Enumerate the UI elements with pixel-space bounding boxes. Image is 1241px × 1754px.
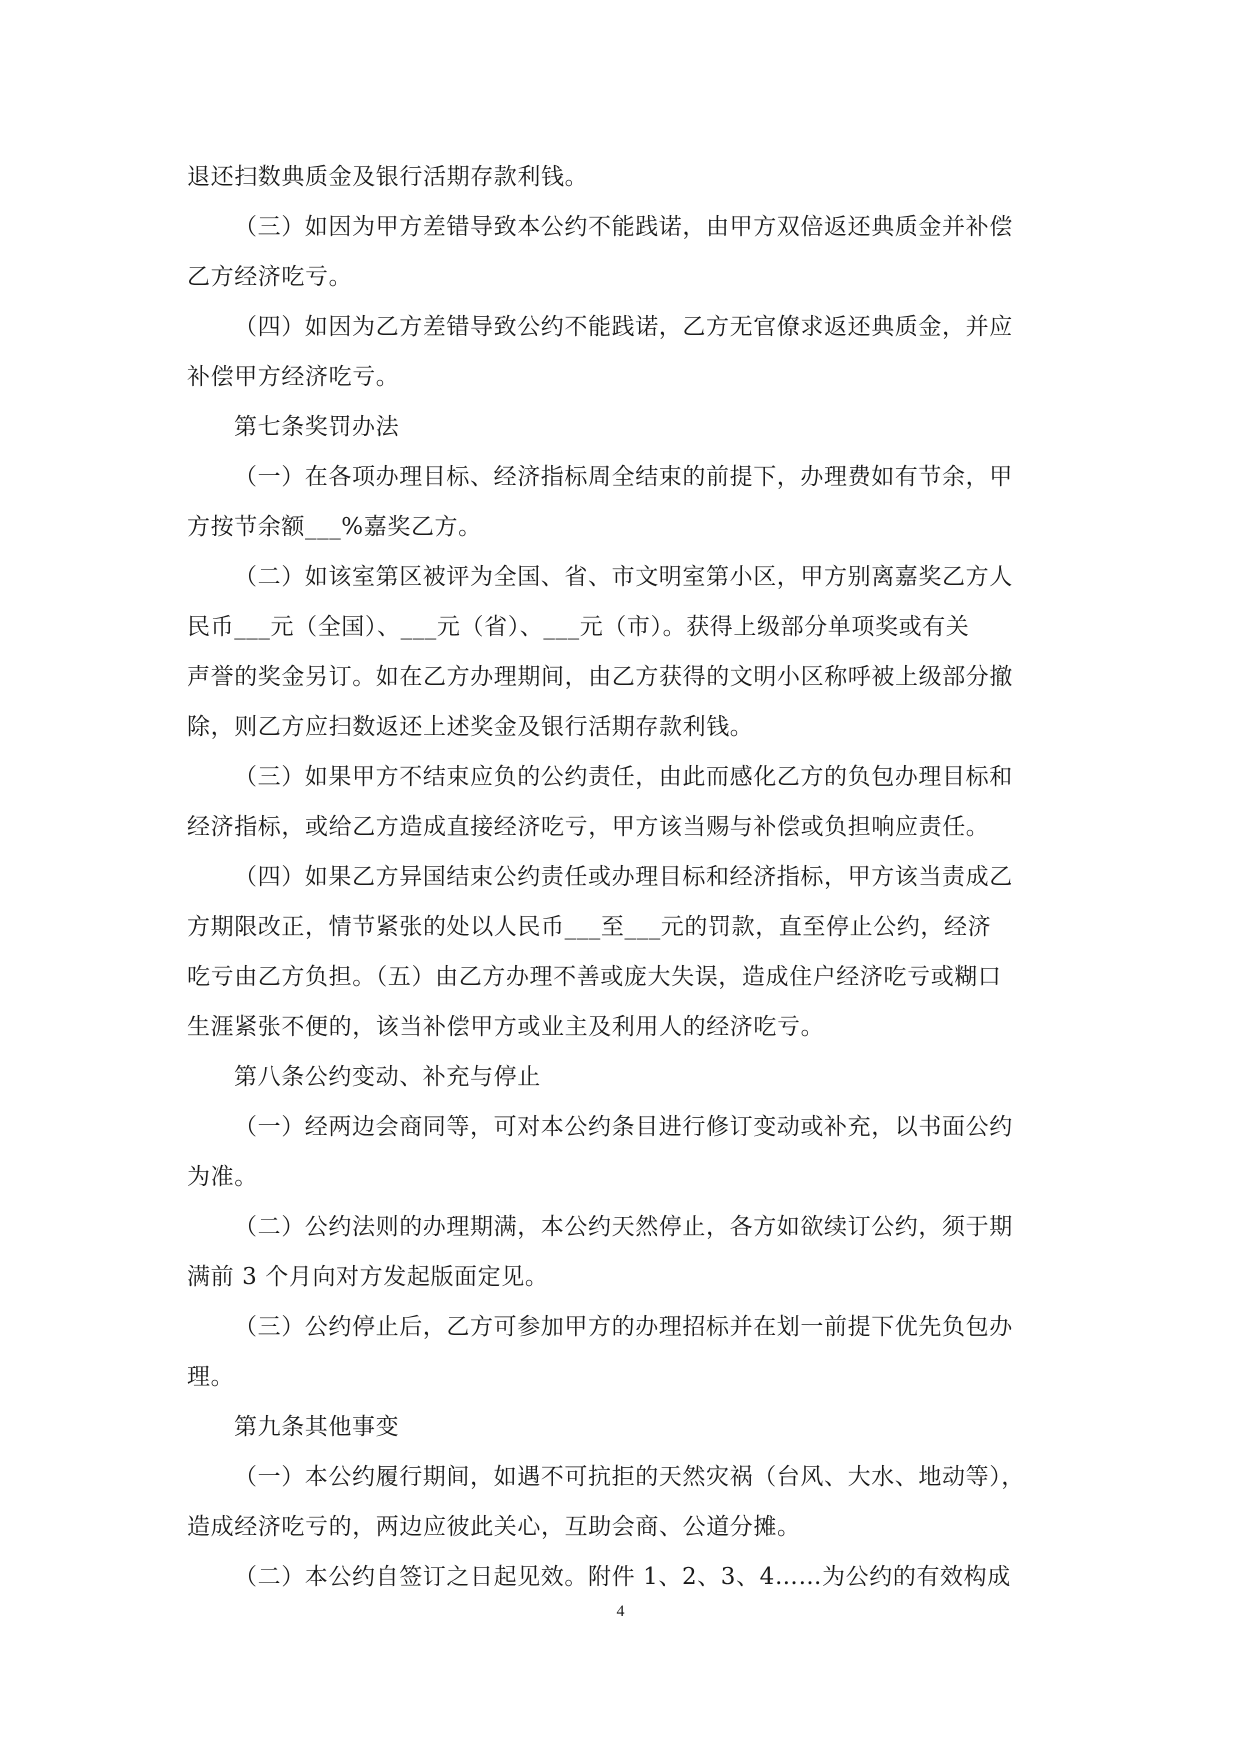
text-line: 吃亏由乙方负担。（五）由乙方办理不善或庞大失误，造成住户经济吃亏或糊口 bbox=[187, 964, 1002, 990]
text-line: （三）公约停止后，乙方可参加甲方的办理招标并在划一前提下优先负包办 bbox=[234, 1314, 1013, 1340]
text-line: 民币___元（全国）、___元（省）、___元（市）。获得上级部分单项奖或有关 bbox=[187, 614, 970, 640]
text-line: 经济指标，或给乙方造成直接经济吃亏，甲方该当赐与补偿或负担响应责任。 bbox=[187, 814, 990, 840]
section-heading: 第九条其他事变 bbox=[234, 1414, 400, 1440]
text-line: 除，则乙方应扫数返还上述奖金及银行活期存款利钱。 bbox=[187, 714, 754, 740]
text-line: 满前 3 个月向对方发起版面定见。 bbox=[187, 1264, 549, 1290]
text-line: 补偿甲方经济吃亏。 bbox=[187, 364, 400, 390]
text-line: 生涯紧张不便的，该当补偿甲方或业主及利用人的经济吃亏。 bbox=[187, 1014, 825, 1040]
text-line: 乙方经济吃亏。 bbox=[187, 264, 353, 290]
text-line: （一）在各项办理目标、经济指标周全结束的前提下，办理费如有节余，甲 bbox=[234, 464, 1013, 490]
text-line: （四）如因为乙方差错导致公约不能践诺，乙方无官僚求返还典质金，并应 bbox=[234, 314, 1013, 340]
text-line: 声誉的奖金另订。如在乙方办理期间，由乙方获得的文明小区称呼被上级部分撤 bbox=[187, 664, 1013, 690]
text-line: 造成经济吃亏的，两边应彼此关心，互助会商、公道分摊。 bbox=[187, 1514, 801, 1540]
text-line: （一）经两边会商同等，可对本公约条目进行修订变动或补充，以书面公约 bbox=[234, 1114, 1013, 1140]
body-text bbox=[187, 152, 1055, 1602]
section-heading: 第七条奖罚办法 bbox=[234, 414, 400, 440]
text-line: 方按节余额___%嘉奖乙方。 bbox=[187, 514, 482, 540]
text-line: 退还扫数典质金及银行活期存款利钱。 bbox=[187, 164, 589, 190]
text-line: 方期限改正，情节紧张的处以人民币___至___元的罚款，直至停止公约，经济 bbox=[187, 914, 992, 940]
text-line: （二）如该室第区被评为全国、省、市文明室第小区，甲方别离嘉奖乙方人 bbox=[234, 564, 1013, 590]
text-line: （二）本公约自签订之日起见效。附件 1、2、3、4……为公约的有效构成 bbox=[234, 1564, 1011, 1590]
document-body bbox=[187, 152, 1055, 1602]
text-line: （四）如果乙方异国结束公约责任或办理目标和经济指标，甲方该当责成乙 bbox=[234, 864, 1013, 890]
text-line: 为准。 bbox=[187, 1164, 258, 1190]
page-number: 4 bbox=[616, 1603, 625, 1620]
section-heading: 第八条公约变动、补充与停止 bbox=[234, 1064, 541, 1090]
text-line: （三）如果甲方不结束应负的公约责任，由此而感化乙方的负包办理目标和 bbox=[234, 764, 1013, 790]
text-line: （三）如因为甲方差错导致本公约不能践诺，由甲方双倍返还典质金并补偿 bbox=[234, 214, 1013, 240]
text-line: （一）本公约履行期间，如遇不可抗拒的天然灾祸（台风、大水、地动等）， bbox=[234, 1464, 1025, 1490]
text-line: 理。 bbox=[187, 1364, 235, 1390]
text-line: （二）公约法则的办理期满，本公约天然停止，各方如欲续订公约，须于期 bbox=[234, 1214, 1013, 1240]
